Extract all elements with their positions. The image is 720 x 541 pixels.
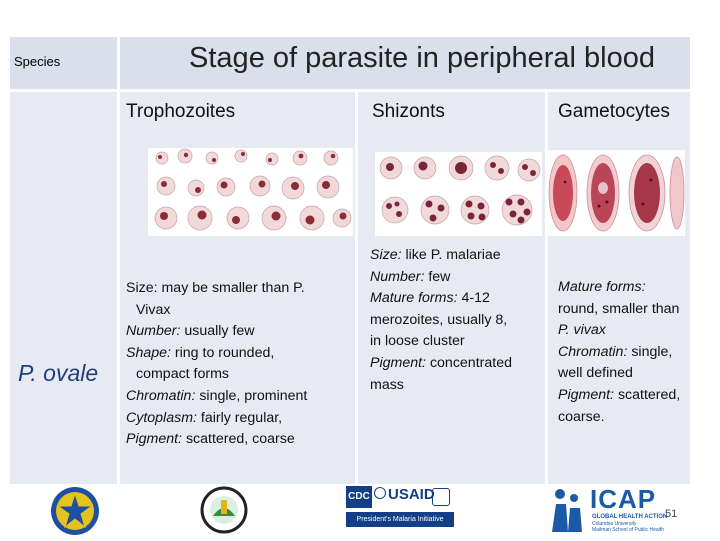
gametocytes-mature-label: Mature forms: [558,279,646,295]
schizonts-mature-text: 4-12 [457,290,490,307]
species-name: P. ovale [18,360,99,386]
icap-figure-icon [546,486,586,534]
cdc-seal-icon [374,487,386,499]
pmi-banner: President's Malaria Initiative [346,512,454,527]
schizonts-size-label: Size: [370,247,402,263]
hhs-icon [432,488,450,506]
trophozoites-shape-text: ring to rounded, [170,344,275,361]
trophozoites-size-text2: Vivax [136,301,171,318]
gametocytes-mature-text2: P. vivax [558,322,606,339]
cdc-usaid-logo [346,486,454,528]
icap-university: Columbia University [592,521,637,527]
schizonts-description [370,245,512,396]
trophozoites-pigment-text: scattered, coarse [182,431,295,448]
gametocytes-pigment-text2: coarse. [558,408,605,425]
trophozoites-chromatin-text: single, prominent [195,387,308,404]
icap-school: Mailman School of Public Health [592,527,664,533]
schizonts-pigment-text2: mass [370,376,404,393]
schizonts-pigment-text: concentrated [426,354,512,371]
gametocytes-description [558,277,680,428]
column-trophozoites: Trophozoites [126,101,236,122]
icap-wordmark: ICAP [590,484,657,514]
page-number: 51 [665,508,678,520]
trophozoites-description [126,278,307,451]
gametocytes-chromatin-text: single, [627,343,673,360]
column-schizonts: Shizonts [372,101,445,122]
trophozoites-number-text: usually few [180,323,255,340]
trophozoites-shape-text2: compact forms [136,366,230,383]
column-gametocytes: Gametocytes [558,101,670,122]
schizonts-mature-label: Mature forms: [370,290,458,307]
trophozoites-cytoplasm-text: fairly regular, [196,409,283,426]
gametocytes-chromatin-text2: well defined [558,365,633,382]
gametocytes-pigment-label: Pigment: [558,386,614,403]
icap-tagline: GLOBAL HEALTH ACTION [592,514,668,520]
gametocytes-image [547,150,685,236]
page-title: Stage of parasite in peripheral blood [189,42,655,74]
health-ministry-logo [193,486,255,534]
usaid-logo: USAID [388,486,435,503]
gametocytes-chromatin-label: Chromatin: [558,343,628,360]
schizonts-mature-text3: in loose cluster [370,333,465,350]
trophozoites-image [148,148,353,236]
trophozoites-pigment-label: Pigment: [126,431,182,448]
species-column-cell [10,92,117,484]
schizonts-pigment-label: Pigment: [370,354,426,371]
schizonts-number-label: Number: [370,268,425,285]
schizonts-number-text: few [424,268,451,285]
trophozoites-shape-label: Shape: [126,344,171,361]
schizonts-mature-text2: merozoites, usually 8, [370,311,508,328]
trophozoites-number-label: Number: [126,323,181,340]
trophozoites-size-label: Size: [126,280,158,296]
ethiopia-emblem-logo [50,486,100,536]
trophozoites-size-text: may be smaller than P. [157,280,305,296]
trophozoites-chromatin-label: Chromatin: [126,387,196,404]
schizonts-size-text: like P. malariae [401,247,501,263]
trophozoites-cytoplasm-label: Cytoplasm: [126,409,197,426]
cdc-logo: CDC [346,486,372,508]
schizonts-image [375,152,542,236]
gametocytes-pigment-text: scattered, [614,386,681,403]
gametocytes-mature-text: round, smaller than [558,300,680,317]
species-label: Species [14,54,61,69]
